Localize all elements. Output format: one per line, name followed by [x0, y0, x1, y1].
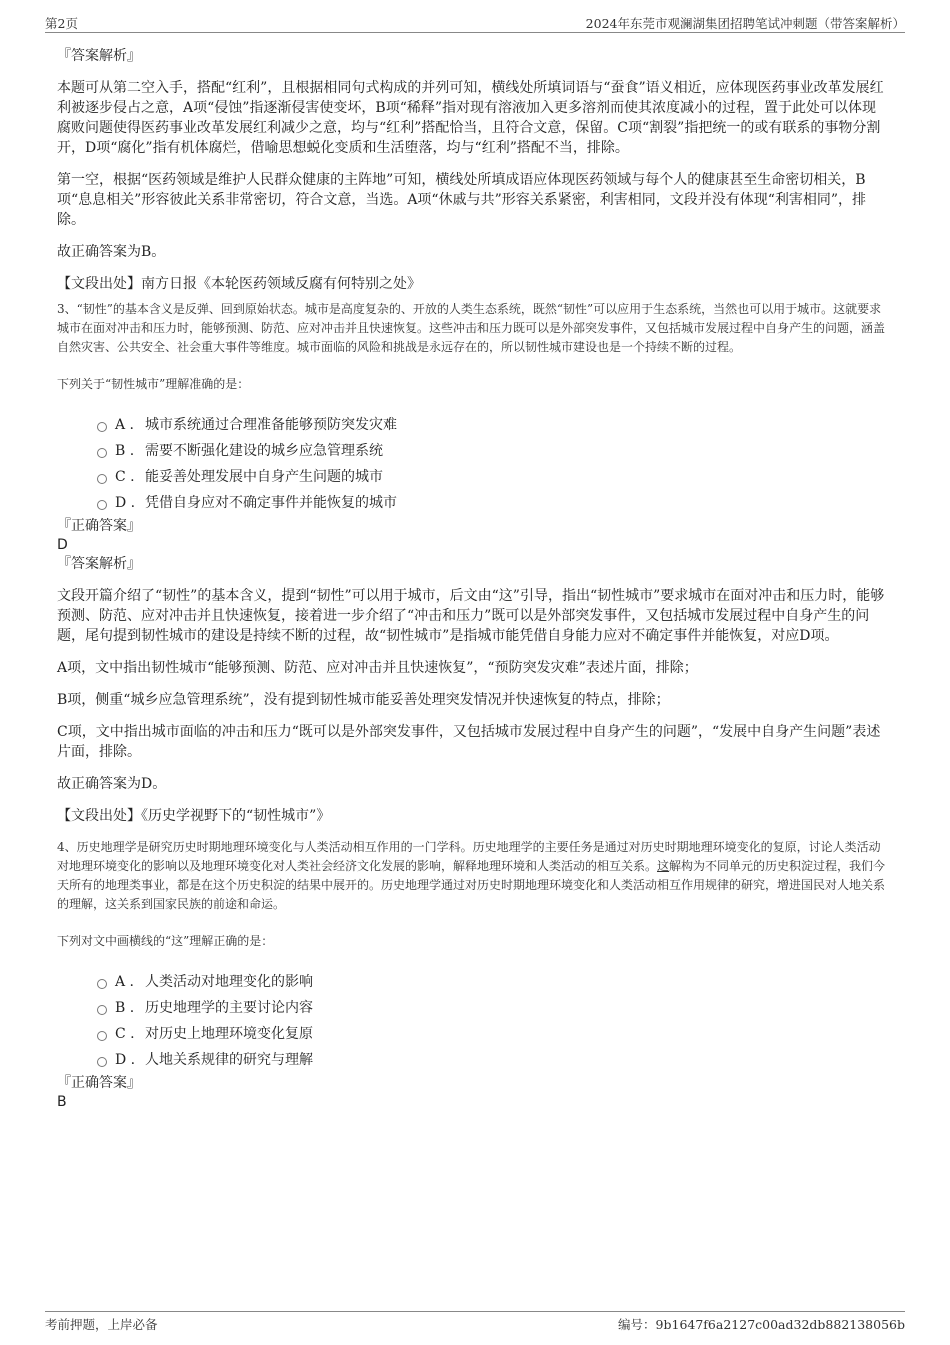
page-header: [45, 12, 905, 33]
q4-underlined-word: 这: [657, 859, 670, 873]
option-text: 历史地理学的主要讨论内容: [145, 1000, 313, 1016]
q3-analysis-option-b: B项，侧重“城乡应急管理系统”，没有提到韧性城市能妥善处理突发情况并快速恢复的特点，排除；: [57, 692, 670, 708]
q2-analysis-label: 『答案解析』: [57, 48, 141, 64]
q4-option-d[interactable]: [97, 1047, 890, 1073]
q2-conclusion: 故正确答案为B。: [57, 244, 166, 260]
option-letter: A .: [115, 417, 135, 433]
option-letter: D .: [115, 495, 136, 511]
radio-icon[interactable]: [97, 1031, 107, 1041]
page-content: [57, 46, 890, 1111]
option-text: 凭借自身应对不确定事件并能恢复的城市: [145, 495, 397, 511]
option-text: 需要不断强化建设的城乡应急管理系统: [145, 443, 383, 459]
q3-analysis-paragraph-1: 文段开篇介绍了“韧性”的基本含义，提到“韧性”可以用于城市，后文由“这”引导，指出“韧性城市”要求城市在面对冲击和压力时，能够预测、防范、应对冲击并且快速恢复，接着进一步介绍了“冲击和压力”既可以是外部突发事件，又包括城市发展过程中自身产生的问题，尾句提到韧性城市的建设是持续不断的过程，故“韧性城市”是指城市能凭借自身能力应对不确定事件并能恢复，对应D项。: [57, 588, 885, 644]
q4-option-a[interactable]: [97, 969, 890, 995]
option-letter: A .: [115, 974, 135, 990]
option-letter: C .: [115, 1026, 135, 1042]
document-title: 2024年东莞市观澜湖集团招聘笔试冲刺题（带答案解析）: [585, 16, 905, 31]
option-text: 人类活动对地理变化的影响: [145, 974, 313, 990]
q3-analysis-option-a: A项，文中指出韧性城市“能够预测、防范、应对冲击并且快速恢复”，“预防突发灾难”表述片面，排除；: [57, 660, 698, 676]
option-letter: D .: [115, 1052, 136, 1068]
option-text: 城市系统通过合理准备能够预防突发灾难: [145, 417, 397, 433]
option-letter: B .: [115, 443, 135, 459]
q4-stem-part-1: 4、历史地理学是研究历史时期地理环境变化与人类活动相互作用的一门学科。历史地理学的主要任务是通过对历史时期地理环境变化的复原，讨论人类活动对地理环境变化的影响以及地理环境变化对人类社会经济文化发展的影响，解释地理环境和人类活动的相互关系。: [57, 840, 881, 873]
q4-option-b[interactable]: [97, 995, 890, 1021]
q2-analysis-paragraph-2: 第一空，根据“医药领域是维护人民群众健康的主阵地”可知，横线处所填成语应体现医药领域与每个人的健康甚至生命密切相关，B项“息息相关”形容彼此关系非常密切，符合文意，当选。A项“休戚与共”形容关系紧密，利害相同，文段并没有体现“利害相同”，排除。: [57, 172, 867, 228]
q4-stem-part-2: 解构为不同单元的历史积淀过程，我们今天所有的地理类事业，都是在这个历史积淀的结果中展开的。历史地理学通过对历史时期地理环境变化和人类活动相互作用规律的研究，增进国民对人地关系的理解，这关系到国家民族的前途和命运。: [57, 859, 886, 911]
q3-answer-label: 『正确答案』: [57, 518, 141, 534]
option-text: 人地关系规律的研究与理解: [145, 1052, 313, 1068]
radio-icon[interactable]: [97, 500, 107, 510]
radio-icon[interactable]: [97, 1005, 107, 1015]
q3-option-c[interactable]: [97, 464, 890, 490]
option-text: 对历史上地理环境变化复原: [145, 1026, 313, 1042]
q3-question: 下列关于“韧性城市”理解准确的是：: [57, 377, 250, 391]
radio-icon[interactable]: [97, 474, 107, 484]
q4-options: [97, 969, 890, 1073]
q4-answer: B: [57, 1094, 67, 1110]
page-number: 第2页: [45, 16, 78, 31]
radio-icon[interactable]: [97, 1057, 107, 1067]
q3-answer: D: [57, 537, 68, 553]
q3-stem: 3、“韧性”的基本含义是反弹、回到原始状态。城市是高度复杂的、开放的人类生态系统，既然“韧性”可以应用于生态系统，当然也可以用于城市。这就要求城市在面对冲击和压力时，能够预测、防范、应对冲击并且快速恢复。这些冲击和压力既可以是外部突发事件，又包括城市发展过程中自身产生的问题，涵盖自然灾害、公共安全、社会重大事件等维度。城市面临的风险和挑战是永远存在的，所以韧性城市建设也是一个持续不断的过程。: [57, 302, 886, 354]
radio-icon[interactable]: [97, 422, 107, 432]
radio-icon[interactable]: [97, 448, 107, 458]
q3-source: 【文段出处】《历史学视野下的“韧性城市”》: [57, 808, 331, 824]
q4-stem: [57, 838, 890, 914]
q2-source: 【文段出处】南方日报《本轮医药领域反腐有何特别之处》: [57, 276, 421, 292]
q3-option-d[interactable]: [97, 490, 890, 516]
option-letter: B .: [115, 1000, 135, 1016]
q4-question: 下列对文中画横线的“这”理解正确的是：: [57, 934, 274, 948]
page-footer: [45, 1311, 905, 1334]
option-letter: C .: [115, 469, 135, 485]
option-text: 能妥善处理发展中自身产生问题的城市: [145, 469, 383, 485]
q2-analysis-paragraph-1: 本题可从第二空入手，搭配“红利”，且根据相同句式构成的并列可知，横线处所填词语与“蚕食”语义相近，应体现医药事业改革发展红利被逐步侵占之意，A项“侵蚀”指逐渐侵害使变坏，B项“稀释”指对现有溶液加入更多溶剂而使其浓度减小的过程，置于此处可以体现腐败问题使得医药事业改革发展红利减少之意，均与“红利”搭配恰当，且符合文意，保留。C项“割裂”指把统一的或有联系的事物分割开，D项“腐化”指有机体腐烂，借喻思想蜕化变质和生活堕落，均与“红利”搭配不当，排除。: [57, 80, 884, 156]
footer-slogan: 考前押题，上岸必备: [45, 1317, 158, 1332]
q4-answer-label: 『正确答案』: [57, 1075, 141, 1091]
q4-option-c[interactable]: [97, 1021, 890, 1047]
document-id: 编号：9b1647f6a2127c00ad32db882138056b: [618, 1317, 905, 1332]
q3-conclusion: 故正确答案为D。: [57, 776, 167, 792]
radio-icon[interactable]: [97, 979, 107, 989]
q3-options: [97, 412, 890, 516]
q3-option-a[interactable]: [97, 412, 890, 438]
q3-option-b[interactable]: [97, 438, 890, 464]
q3-analysis-label: 『答案解析』: [57, 556, 141, 572]
q3-analysis-option-c: C项，文中指出城市面临的冲击和压力“既可以是外部突发事件，又包括城市发展过程中自身产生的问题”，“发展中自身产生问题”表述片面，排除。: [57, 724, 881, 760]
